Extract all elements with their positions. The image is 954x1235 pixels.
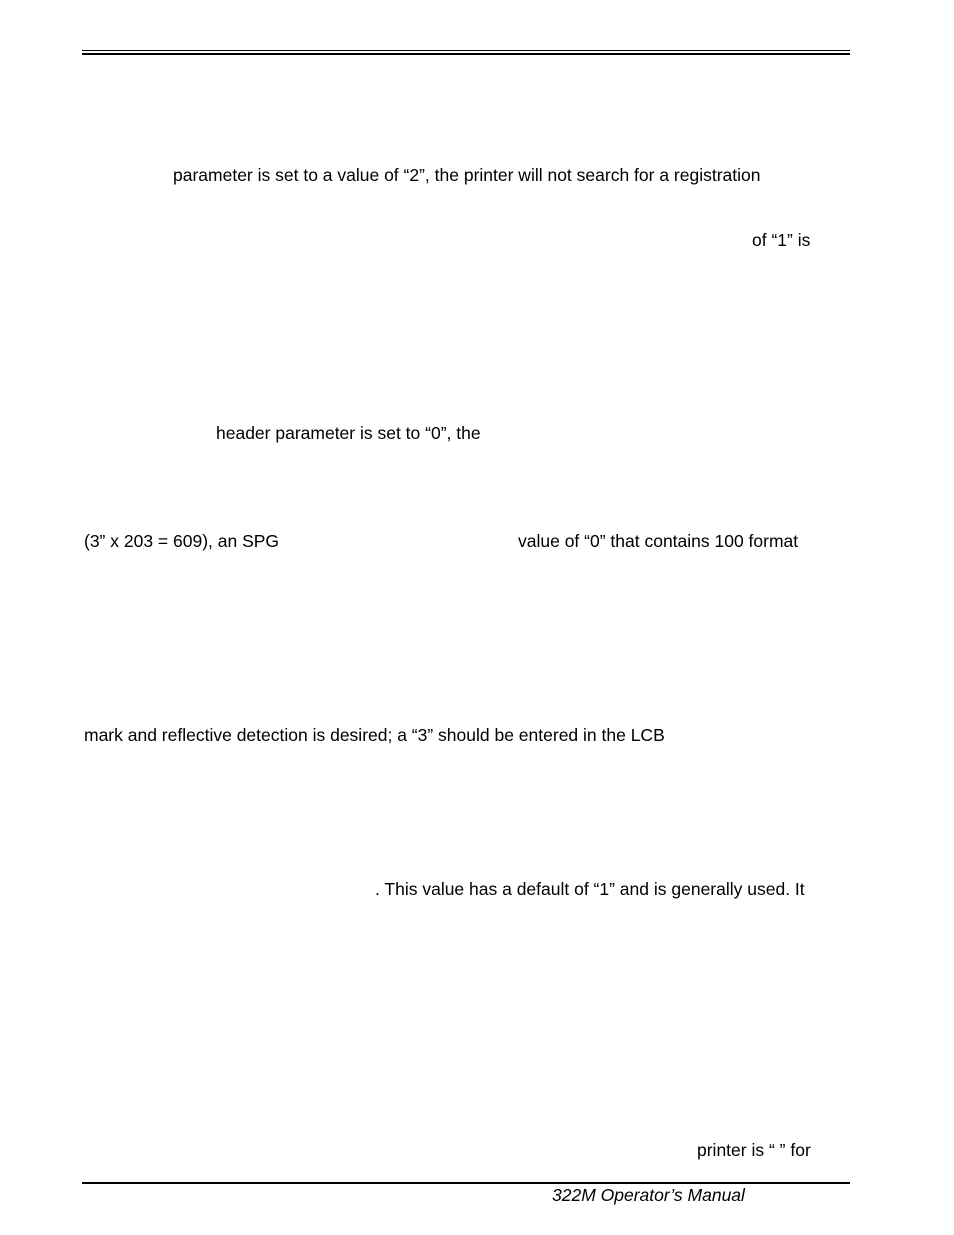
header-rule-thick bbox=[82, 53, 850, 55]
footer-rule bbox=[82, 1182, 850, 1184]
text-fragment-format-value: value of “0” that contains 100 format bbox=[518, 531, 799, 551]
text-fragment-header-parameter: header parameter is set to “0”, the bbox=[216, 423, 481, 443]
text-fragment-default-value: . This value has a default of “1” and is generally used. It bbox=[375, 879, 805, 899]
text-fragment-printer-is: printer is “ ” for bbox=[697, 1140, 811, 1160]
footer-manual-title: 322M Operator’s Manual bbox=[552, 1185, 745, 1205]
text-fragment-default-one: of “1” is bbox=[752, 230, 811, 250]
text-fragment-registration: parameter is set to a value of “2”, the printer will not search for a registration bbox=[173, 165, 761, 185]
text-fragment-spg-calc: (3” x 203 = 609), an SPG bbox=[84, 531, 280, 551]
text-fragment-reflective-detection: mark and reflective detection is desired; a “3” should be entered in the LCB bbox=[84, 725, 665, 745]
header-rule-thin bbox=[82, 50, 850, 51]
